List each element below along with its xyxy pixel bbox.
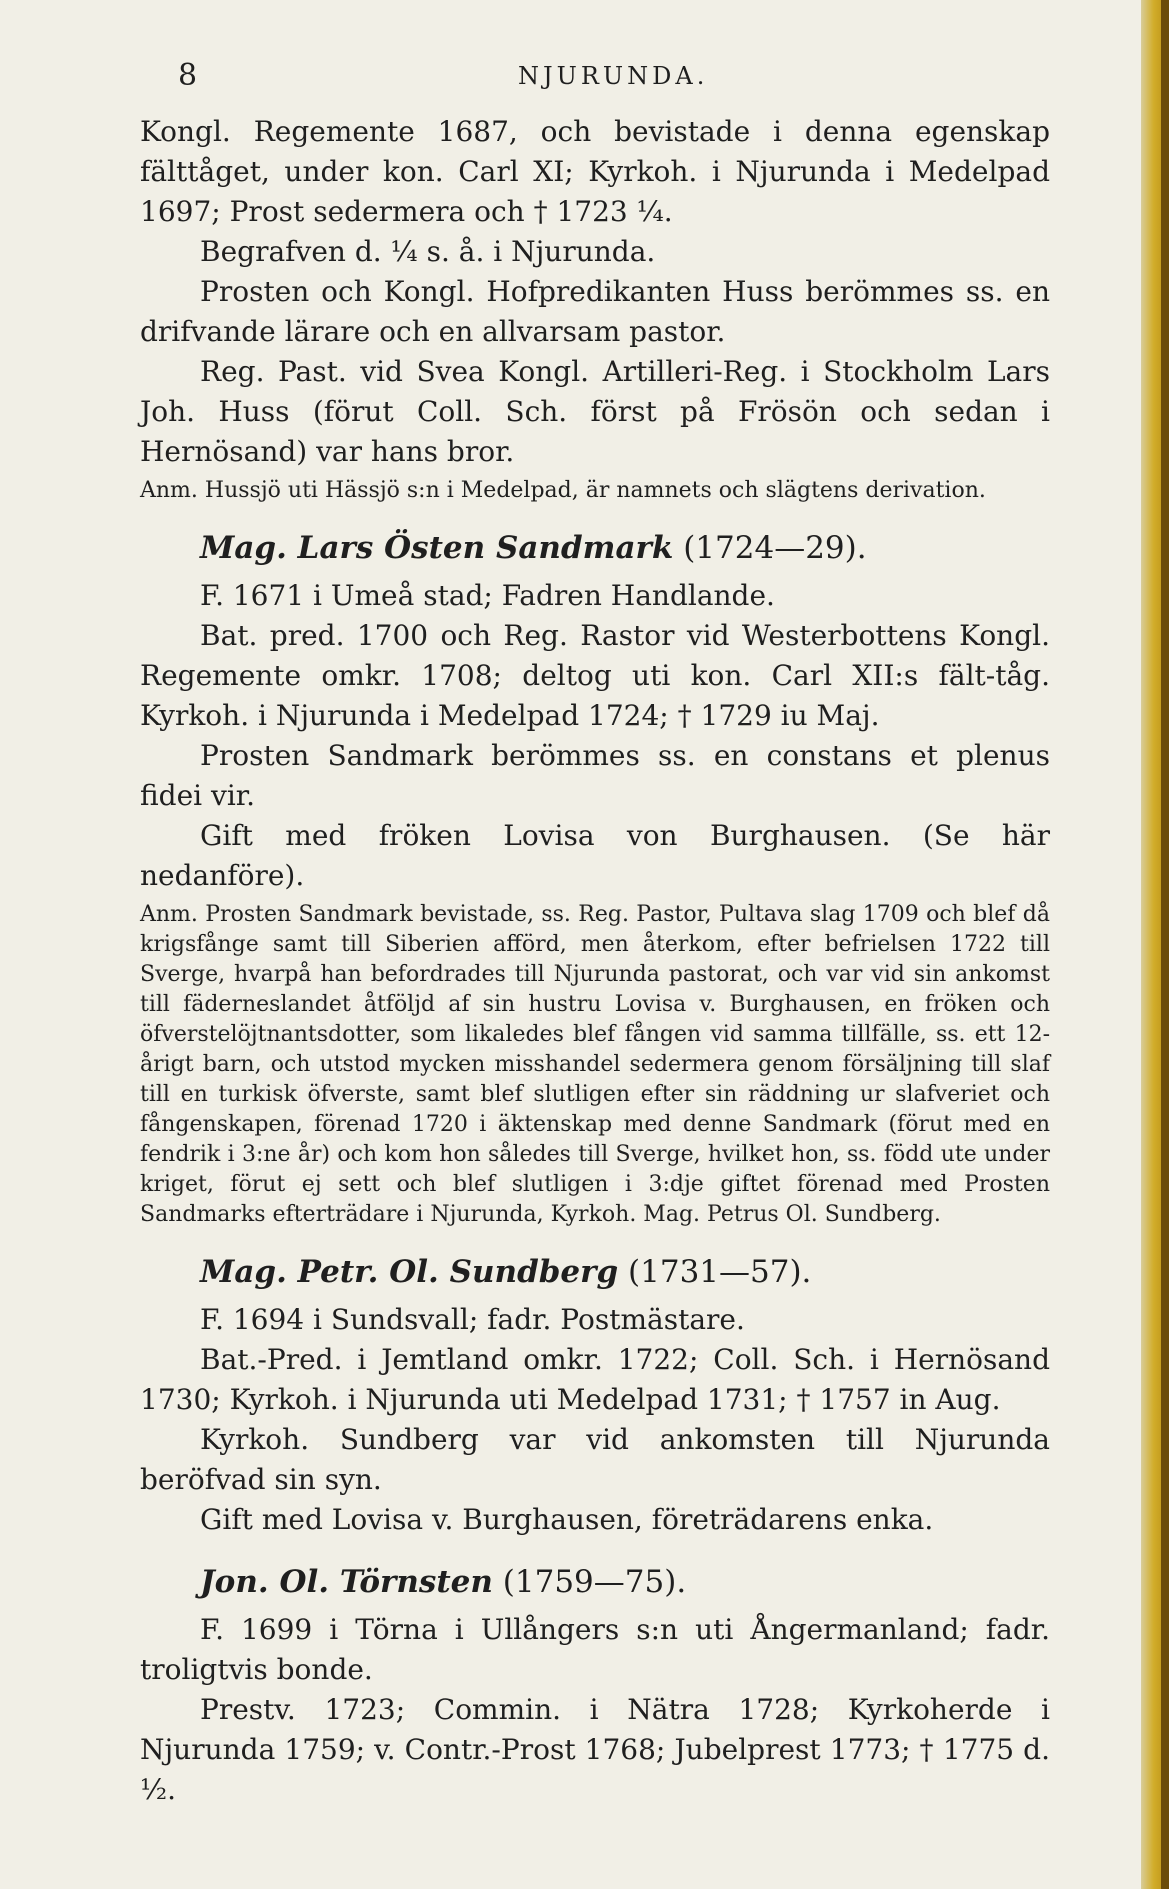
entry-heading <box>200 1558 1050 1606</box>
paragraph: Kyrkoh. Sundberg var vid ankomsten till Njurunda beröfvad sin syn. <box>140 1423 1050 1496</box>
paragraph: F. 1694 i Sundsvall; fadr. Postmästare. <box>200 1303 745 1336</box>
page-number: 8 <box>178 58 198 93</box>
paragraph: Bat.-Pred. i Jemtland omkr. 1722; Coll. Sch. i Hernösand 1730; Kyrkoh. i Njurunda uti Medelpad 1731; † 1757 in Aug. <box>140 1343 1050 1416</box>
paragraph: Bat. pred. 1700 och Reg. Rastor vid Westerbottens Kongl. Regemente omkr. 1708; deltog uti kon. Carl XII:s fält-tåg. Kyrkoh. i Njurunda i Medelpad 1724; † 1729 iu Maj. <box>140 619 1050 732</box>
paragraph: Gift med fröken Lovisa von Burghausen. (Se här nedanföre). <box>140 819 1050 892</box>
book-edge-shadow <box>1161 0 1169 1889</box>
paragraph: Gift med Lovisa v. Burghausen, företrädarens enka. <box>200 1503 934 1536</box>
paragraph: F. 1671 i Umeå stad; Fadren Handlande. <box>200 579 775 612</box>
entry-sundberg <box>140 1248 1050 1540</box>
annotation-note: Anm. Prosten Sandmark bevistade, ss. Reg. Pastor, Pultava slag 1709 och blef då krigsfånge samt till Siberien afförd, men återkom, efter befrielsen 1722 till Sverge, hvarpå han befordrades till Njurunda pastorat, och var vid sin ankomst till fäderneslandet åtföljd af sin hustru Lovisa v. Burghausen, en fröken och öfverstelöjtnantsdotter, som likaledes blef fången vid samma tillfälle, ss. ett 12-årigt barn, och utstod mycken misshandel sedermera genom försäljning till slaf till en turkisk öfverste, samt blef slutligen efter sin räddning ur slafveriet och fångenskapen, förenad 1720 i äktenskap med denne Sandmark (förut med en fendrik i 3:ne år) och kom hon således till Sverge, hvilket hon, ss. född ute under kriget, förut ej sett och blef slutligen i 3:dje giftet förenad med Prosten Sandmarks efterträdare i Njurunda, Kyrkoh. Mag. Petrus Ol. Sundberg. <box>140 902 1050 1227</box>
entry-years: (1724—29). <box>683 530 867 566</box>
paragraph: Prosten Sandmark berömmes ss. en constans et plenus fidei vir. <box>140 739 1050 812</box>
paragraph: Kongl. Regemente 1687, och bevistade i denna egenskap fälttåget, under kon. Carl XI; Kyrkoh. i Njurunda i Medelpad 1697; Prost sedermera och † 1723 ¼. <box>140 115 1050 228</box>
page-header <box>178 58 1038 98</box>
annotation-note: Anm. Hussjö uti Hässjö s:n i Medelpad, är namnets och slägtens derivation. <box>140 478 986 503</box>
paragraph: Prosten och Kongl. Hofpredikanten Huss berömmes ss. en drifvande lärare och en allvarsam pastor. <box>140 275 1050 348</box>
entry-name: Mag. Lars Östen Sandmark <box>200 530 674 566</box>
entry-years: (1731—57). <box>628 1254 812 1290</box>
paragraph: Reg. Past. vid Svea Kongl. Artilleri-Reg. i Stockholm Lars Joh. Huss (förut Coll. Sch. först på Frösön och sedan i Hernösand) var hans bror. <box>140 355 1050 468</box>
running-head: NJURUNDA. <box>518 62 709 90</box>
entry-heading <box>200 524 1050 572</box>
paragraph: Prestv. 1723; Commin. i Nätra 1728; Kyrkoherde i Njurunda 1759; v. Contr.-Prost 1768; Jubelprest 1773; † 1775 d. ½. <box>140 1693 1050 1806</box>
entry-name: Jon. Ol. Törnsten <box>200 1564 493 1600</box>
entry-years: (1759—75). <box>502 1564 687 1600</box>
paragraph: F. 1699 i Törna i Ullångers s:n uti Ångermanland; fadr. troligtvis bonde. <box>140 1613 1050 1686</box>
paragraph: Begrafven d. ¼ s. å. i Njurunda. <box>200 235 656 268</box>
entry-huss <box>140 112 1050 506</box>
entry-heading <box>200 1248 1050 1296</box>
entry-tornsten <box>140 1558 1050 1810</box>
page-body <box>140 112 1050 1810</box>
entry-sandmark <box>140 524 1050 1230</box>
entry-name: Mag. Petr. Ol. Sundberg <box>200 1254 619 1290</box>
